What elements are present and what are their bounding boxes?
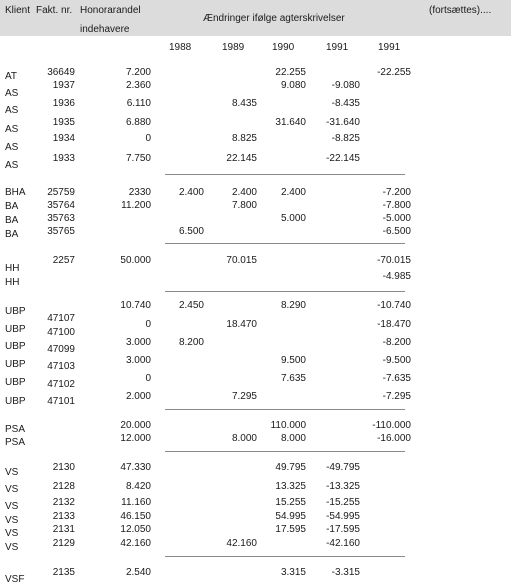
cell-fakt-nr: 47101	[47, 396, 75, 407]
cell-1990: 22.255	[275, 67, 306, 78]
group-separator	[165, 409, 405, 410]
cell-klient: BHA	[5, 187, 26, 198]
cell-fakt-nr: 47099	[47, 344, 75, 355]
year-header-1989: 1989	[222, 42, 245, 53]
cell-honorarandel: 50.000	[120, 255, 151, 266]
cell-fakt-nr: 2129	[52, 538, 75, 549]
cell-honorarandel: 3.000	[125, 337, 151, 348]
cell-1989: 7.295	[231, 391, 257, 402]
cell-honorarandel: 6.110	[126, 98, 151, 109]
cell-1990: 49.795	[275, 462, 306, 473]
cell-1991-b: -10.740	[377, 300, 411, 311]
year-header-1988: 1988	[169, 42, 192, 53]
cell-1989: 18.470	[226, 319, 257, 330]
cell-1989: 7.800	[231, 200, 257, 211]
cell-fakt-nr: 1937	[52, 80, 75, 91]
cell-klient: UBP	[5, 324, 26, 335]
cell-1991-a: -49.795	[326, 462, 360, 473]
cell-fakt-nr: 2128	[52, 481, 75, 492]
cell-1989: 8.435	[231, 98, 257, 109]
cell-fakt-nr: 2133	[52, 511, 75, 522]
cell-1991-a: -42.160	[326, 538, 360, 549]
cell-1991-a: -3.315	[331, 567, 360, 578]
cell-klient: PSA	[5, 437, 26, 448]
cell-1989: 42.160	[226, 538, 257, 549]
cell-1990: 9.500	[280, 355, 306, 366]
cell-1991-b: -4.985	[382, 271, 411, 282]
cell-klient: VS	[5, 467, 19, 478]
cell-klient: AS	[5, 88, 19, 99]
cell-klient: HH	[5, 263, 20, 274]
cell-1988: 2.400	[178, 187, 204, 198]
cell-1989: 2.400	[231, 187, 257, 198]
cell-1990: 8.000	[280, 433, 306, 444]
cell-1990: 3.315	[280, 567, 306, 578]
cell-fakt-nr: 36649	[47, 67, 75, 78]
cell-1991-b: -7.200	[382, 187, 411, 198]
header-honorarandel: Honorarandel	[80, 5, 141, 16]
cell-honorarandel: 12.050	[120, 524, 151, 535]
cell-klient: VS	[5, 484, 19, 495]
cell-honorarandel: 47.330	[120, 462, 151, 473]
cell-fakt-nr: 1936	[52, 98, 75, 109]
year-header-1991-a: 1991	[326, 42, 349, 53]
cell-1988: 8.200	[178, 337, 204, 348]
cell-1989: 8.000	[231, 433, 257, 444]
cell-klient: BA	[5, 229, 19, 240]
cell-honorarandel: 0	[145, 373, 151, 384]
cell-1989: 22.145	[226, 153, 257, 164]
cell-fakt-nr: 1934	[52, 133, 75, 144]
cell-klient: VS	[5, 542, 19, 553]
cell-1991-b: -22.255	[377, 67, 411, 78]
cell-1991-a: -54.995	[326, 511, 360, 522]
cell-1989: 8.825	[231, 133, 257, 144]
header-fakt-nr: Fakt. nr.	[36, 5, 73, 16]
cell-1991-b: -110.000	[372, 420, 411, 431]
cell-klient: UBP	[5, 306, 26, 317]
cell-1990: 17.595	[275, 524, 306, 535]
cell-honorarandel: 7.750	[125, 153, 151, 164]
cell-klient: AS	[5, 160, 19, 171]
cell-1990: 31.640	[275, 117, 306, 128]
cell-1990: 15.255	[275, 497, 306, 508]
cell-klient: VS	[5, 515, 19, 526]
cell-fakt-nr: 2257	[52, 255, 75, 266]
cell-1990: 13.325	[275, 481, 306, 492]
cell-fakt-nr: 47103	[47, 361, 75, 372]
year-header-1990: 1990	[272, 42, 295, 53]
cell-1991-a: -17.595	[326, 524, 360, 535]
cell-klient: AS	[5, 124, 19, 135]
cell-1990: 54.995	[275, 511, 306, 522]
cell-honorarandel: 7.200	[125, 67, 151, 78]
cell-honorarandel: 2330	[128, 187, 151, 198]
cell-klient: PSA	[5, 424, 26, 435]
cell-honorarandel: 0	[145, 319, 151, 330]
cell-fakt-nr: 2135	[52, 567, 75, 578]
cell-1990: 9.080	[280, 80, 306, 91]
cell-1991-b: -7.295	[382, 391, 411, 402]
header-klient: Klient	[5, 5, 31, 16]
cell-1990: 2.400	[280, 187, 306, 198]
cell-klient: BA	[5, 215, 19, 226]
cell-1991-b: -7.800	[382, 200, 411, 211]
cell-fakt-nr: 47100	[47, 327, 75, 338]
cell-honorarandel: 46.150	[120, 511, 151, 522]
cell-honorarandel: 11.200	[121, 200, 151, 211]
cell-fakt-nr: 2131	[52, 524, 75, 535]
cell-1991-b: -6.500	[382, 226, 411, 237]
cell-honorarandel: 2.000	[125, 391, 151, 402]
cell-honorarandel: 2.540	[125, 567, 151, 578]
group-separator	[165, 556, 405, 557]
cell-fakt-nr: 25759	[47, 187, 75, 198]
cell-honorarandel: 11.160	[121, 497, 151, 508]
header-indehavere: indehavere	[80, 24, 130, 35]
cell-1991-a: -15.255	[326, 497, 360, 508]
cell-1989: 70.015	[226, 255, 257, 266]
cell-1991-b: -16.000	[377, 433, 411, 444]
cell-honorarandel: 3.000	[125, 355, 151, 366]
cell-klient: AT	[5, 71, 18, 82]
cell-1988: 2.450	[178, 300, 204, 311]
cell-klient: UBP	[5, 377, 26, 388]
cell-honorarandel: 12.000	[120, 433, 151, 444]
cell-honorarandel: 10.740	[120, 300, 151, 311]
cell-honorarandel: 8.420	[125, 481, 151, 492]
header-aendringer: Ændringer ifølge agterskrivelser	[203, 13, 345, 24]
cell-1990: 7.635	[280, 373, 306, 384]
cell-1991-a: -22.145	[326, 153, 360, 164]
cell-fakt-nr: 1935	[52, 117, 75, 128]
cell-fakt-nr: 2132	[52, 497, 75, 508]
cell-klient: UBP	[5, 359, 26, 370]
cell-1991-b: -18.470	[377, 319, 411, 330]
cell-fakt-nr: 47107	[47, 313, 75, 324]
cell-honorarandel: 42.160	[120, 538, 151, 549]
cell-1991-a: -8.435	[331, 98, 360, 109]
group-separator	[165, 174, 405, 175]
cell-honorarandel: 0	[145, 133, 151, 144]
cell-fakt-nr: 47102	[47, 379, 75, 390]
cell-1991-b: -8.200	[382, 337, 411, 348]
cell-1990: 5.000	[280, 213, 306, 224]
cell-fakt-nr: 2130	[52, 462, 75, 473]
group-separator	[165, 291, 405, 292]
cell-1990: 8.290	[280, 300, 306, 311]
cell-klient: AS	[5, 105, 19, 116]
cell-1988: 6.500	[178, 226, 204, 237]
cell-klient: HH	[5, 277, 20, 288]
group-separator	[165, 243, 405, 244]
cell-klient: BA	[5, 201, 19, 212]
group-separator	[165, 451, 405, 452]
cell-1991-a: -8.825	[331, 133, 360, 144]
header-fortsaettes: (fortsættes)....	[429, 5, 492, 16]
cell-1991-b: -9.500	[382, 355, 411, 366]
cell-honorarandel: 20.000	[120, 420, 151, 431]
cell-klient: UBP	[5, 341, 26, 352]
cell-1991-a: -13.325	[326, 481, 360, 492]
cell-fakt-nr: 1933	[52, 153, 75, 164]
cell-1991-b: -70.015	[377, 255, 411, 266]
cell-honorarandel: 2.360	[125, 80, 151, 91]
cell-klient: UBP	[5, 396, 26, 407]
cell-fakt-nr: 35764	[47, 200, 75, 211]
cell-honorarandel: 6.880	[125, 117, 151, 128]
cell-1991-b: -5.000	[382, 213, 411, 224]
cell-1990: 110.000	[270, 420, 306, 431]
cell-klient: VS	[5, 501, 19, 512]
cell-1991-a: -9.080	[331, 80, 360, 91]
cell-klient: VSF	[5, 574, 25, 585]
cell-fakt-nr: 35765	[47, 226, 75, 237]
cell-1991-b: -7.635	[382, 373, 411, 384]
year-header-1991-b: 1991	[378, 42, 401, 53]
cell-klient: VS	[5, 528, 19, 539]
cell-klient: AS	[5, 142, 19, 153]
cell-fakt-nr: 35763	[47, 213, 75, 224]
cell-1991-a: -31.640	[326, 117, 360, 128]
